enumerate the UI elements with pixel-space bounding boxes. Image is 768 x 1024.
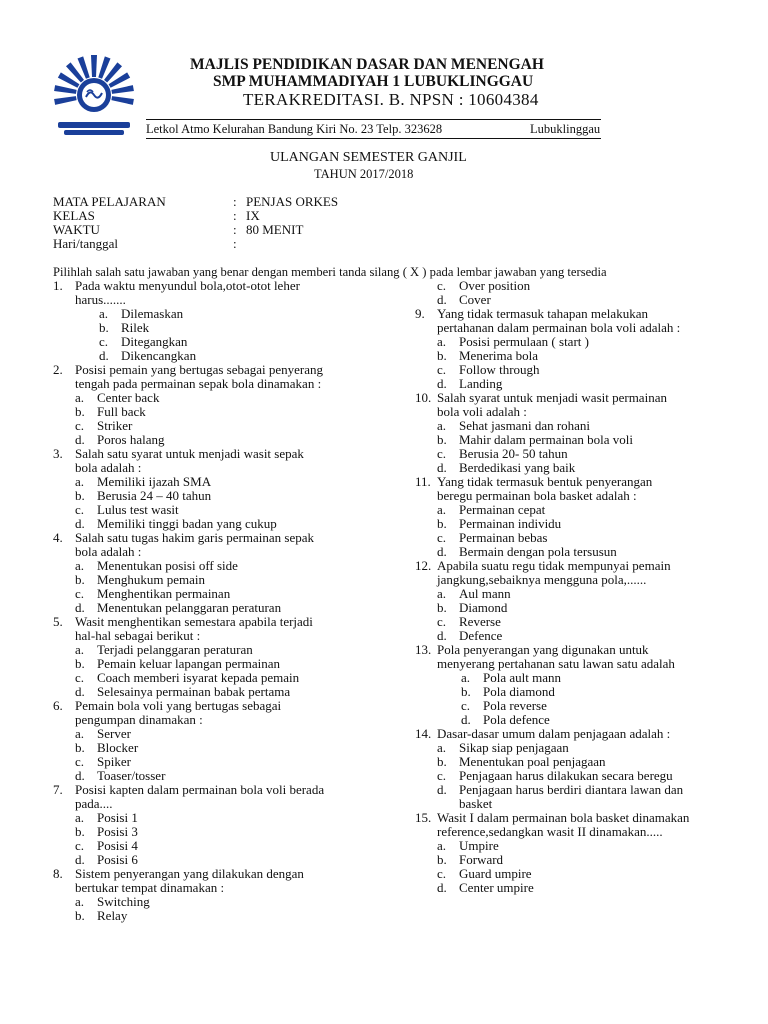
option-letter: c. bbox=[75, 418, 85, 433]
exam-year: TAHUN 2017/2018 bbox=[314, 167, 414, 181]
option-text: Sehat jasmani dan rohani bbox=[459, 418, 591, 433]
option-text: Cover bbox=[459, 292, 491, 307]
option-letter: c. bbox=[437, 362, 447, 377]
question-number: 12. bbox=[415, 558, 432, 573]
option-text: Landing bbox=[459, 376, 503, 391]
option-letter: c. bbox=[437, 446, 447, 461]
option-text: Pemain keluar lapangan permainan bbox=[97, 656, 281, 671]
option-text: Berdedikasi yang baik bbox=[459, 460, 576, 475]
option-text: Over position bbox=[459, 278, 531, 293]
option-letter: c. bbox=[75, 838, 85, 853]
option-text: Posisi 6 bbox=[97, 852, 138, 867]
option-text: Umpire bbox=[459, 838, 499, 853]
option-letter: b. bbox=[75, 404, 85, 419]
option-text: Pola diamond bbox=[483, 684, 555, 699]
option-letter: c. bbox=[75, 502, 85, 517]
option-text: Lulus test wasit bbox=[97, 502, 179, 517]
option-text: Posisi 1 bbox=[97, 810, 138, 825]
option-text: Bermain dengan pola tersusun bbox=[459, 544, 617, 559]
info-label: KELAS bbox=[53, 208, 95, 223]
option-text: Center back bbox=[97, 390, 160, 405]
option-text: Spiker bbox=[97, 754, 131, 769]
option-text: Permainan cepat bbox=[459, 502, 546, 517]
question-number: 9. bbox=[415, 306, 425, 321]
info-label: MATA PELAJARAN bbox=[53, 194, 166, 209]
option-letter: b. bbox=[75, 656, 85, 671]
header-rule-bottom bbox=[146, 138, 601, 139]
option-letter: b. bbox=[75, 824, 85, 839]
question-number: 7. bbox=[53, 782, 63, 797]
question-text: bola voli adalah : bbox=[437, 404, 527, 419]
option-letter: a. bbox=[437, 586, 447, 601]
option-continuation: basket bbox=[459, 796, 493, 811]
question-number: 15. bbox=[415, 810, 432, 825]
question-text: Sistem penyerangan yang dilakukan dengan bbox=[75, 866, 304, 881]
option-text: Toaser/tosser bbox=[97, 768, 166, 783]
option-letter: c. bbox=[437, 614, 447, 629]
question-number: 14. bbox=[415, 726, 432, 741]
option-text: Dilemaskan bbox=[121, 306, 184, 321]
question-text: Pada waktu menyundul bola,otot-otot leher bbox=[75, 278, 300, 293]
question-text: pertahanan dalam permainan bola voli adalah : bbox=[437, 320, 681, 335]
option-text: Menentukan posisi off side bbox=[97, 558, 238, 573]
question-text: reference,sedangkan wasit II dinamakan..... bbox=[437, 824, 663, 839]
question-number: 11. bbox=[415, 474, 431, 489]
question-text: Salah satu syarat untuk menjadi wasit sepak bbox=[75, 446, 304, 461]
question-text: Dasar-dasar umum dalam penjagaan adalah : bbox=[437, 726, 671, 741]
exam-title: ULANGAN SEMESTER GANJIL bbox=[270, 150, 467, 165]
option-text: Guard umpire bbox=[459, 866, 532, 881]
option-text: Permainan individu bbox=[459, 516, 562, 531]
option-text: Penjagaan harus dilakukan secara beregu bbox=[459, 768, 673, 783]
option-letter: d. bbox=[75, 432, 85, 447]
option-letter: d. bbox=[75, 684, 85, 699]
question-text: harus....... bbox=[75, 292, 126, 307]
option-text: Berusia 24 – 40 tahun bbox=[97, 488, 212, 503]
option-letter: d. bbox=[437, 628, 447, 643]
info-sep: : bbox=[233, 194, 237, 209]
info-sep: : bbox=[233, 222, 237, 237]
option-letter: b. bbox=[75, 488, 85, 503]
question-text: menyerang pertahanan satu lawan satu adalah bbox=[437, 656, 675, 671]
option-letter: d. bbox=[461, 712, 471, 727]
option-text: Poros halang bbox=[97, 432, 165, 447]
option-text: Ditegangkan bbox=[121, 334, 188, 349]
option-letter: c. bbox=[437, 530, 447, 545]
option-letter: b. bbox=[99, 320, 109, 335]
option-letter: a. bbox=[75, 810, 85, 825]
option-text: Permainan bebas bbox=[459, 530, 548, 545]
option-letter: b. bbox=[437, 432, 447, 447]
option-text: Aul mann bbox=[459, 586, 511, 601]
question-text: Posisi pemain yang bertugas sebagai penyerang bbox=[75, 362, 324, 377]
option-text: Memiliki tinggi badan yang cukup bbox=[97, 516, 277, 531]
address-city: Lubuklinggau bbox=[530, 122, 601, 136]
question-text: Posisi kapten dalam permainan bola voli berada bbox=[75, 782, 325, 797]
option-text: Menentukan pelanggaran peraturan bbox=[97, 600, 282, 615]
question-text: Salah satu tugas hakim garis permainan sepak bbox=[75, 530, 314, 545]
option-letter: a. bbox=[75, 894, 85, 909]
option-letter: b. bbox=[437, 600, 447, 615]
option-text: Menentukan poal penjagaan bbox=[459, 754, 606, 769]
question-text: pada.... bbox=[75, 796, 113, 811]
question-text: Yang tidak termasuk tahapan melakukan bbox=[437, 306, 648, 321]
question-text: hal-hal sebagai berikut : bbox=[75, 628, 201, 643]
option-letter: a. bbox=[437, 740, 447, 755]
option-letter: a. bbox=[99, 306, 109, 321]
question-number: 8. bbox=[53, 866, 63, 881]
option-letter: b. bbox=[437, 852, 447, 867]
question-text: bola adalah : bbox=[75, 460, 142, 475]
option-letter: d. bbox=[437, 544, 447, 559]
question-text: pengumpan dinamakan : bbox=[75, 712, 203, 727]
address-main: Letkol Atmo Kelurahan Bandung Kiri No. 23 Telp. 323628 bbox=[146, 122, 443, 136]
option-letter: a. bbox=[75, 726, 85, 741]
option-text: Striker bbox=[97, 418, 133, 433]
option-text: Posisi 4 bbox=[97, 838, 138, 853]
option-text: Berusia 20- 50 tahun bbox=[459, 446, 568, 461]
option-text: Center umpire bbox=[459, 880, 534, 895]
option-letter: a. bbox=[437, 502, 447, 517]
option-letter: a. bbox=[75, 390, 85, 405]
question-number: 6. bbox=[53, 698, 63, 713]
option-letter: d. bbox=[437, 292, 447, 307]
option-text: Mahir dalam permainan bola voli bbox=[459, 432, 634, 447]
question-text: beregu permainan bola basket adalah : bbox=[437, 488, 637, 503]
info-sep: : bbox=[233, 236, 237, 251]
option-letter: d. bbox=[75, 600, 85, 615]
option-letter: c. bbox=[99, 334, 109, 349]
option-letter: c. bbox=[75, 586, 85, 601]
header-line-2: SMP MUHAMMADIYAH 1 LUBUKLINGGAU bbox=[213, 73, 534, 90]
option-text: Sikap siap penjagaan bbox=[459, 740, 569, 755]
question-number: 13. bbox=[415, 642, 432, 657]
option-text: Relay bbox=[97, 908, 128, 923]
option-letter: d. bbox=[75, 768, 85, 783]
option-letter: a. bbox=[437, 334, 447, 349]
option-text: Selesainya permainan babak pertama bbox=[97, 684, 291, 699]
option-letter: c. bbox=[75, 670, 85, 685]
question-text: Apabila suatu regu tidak mempunyai pemain bbox=[437, 558, 671, 573]
question-number: 3. bbox=[53, 446, 63, 461]
option-text: Menerima bola bbox=[459, 348, 539, 363]
option-text: Full back bbox=[97, 404, 146, 419]
option-text: Pola ault mann bbox=[483, 670, 561, 685]
question-number: 1. bbox=[53, 278, 63, 293]
header-rule-top bbox=[146, 119, 601, 120]
header-line-1: MAJLIS PENDIDIKAN DASAR DAN MENENGAH bbox=[190, 56, 544, 73]
option-text: Pola defence bbox=[483, 712, 550, 727]
option-letter: d. bbox=[75, 516, 85, 531]
option-letter: d. bbox=[437, 880, 447, 895]
option-letter: d. bbox=[99, 348, 109, 363]
option-letter: a. bbox=[461, 670, 471, 685]
option-letter: c. bbox=[75, 754, 85, 769]
option-text: Diamond bbox=[459, 600, 508, 615]
header-line-3: TERAKREDITASI. B. NPSN : 10604384 bbox=[243, 90, 539, 109]
info-label: Hari/tanggal bbox=[53, 236, 118, 251]
option-text: Forward bbox=[459, 852, 504, 867]
info-value: 80 MENIT bbox=[246, 222, 304, 237]
option-letter: d. bbox=[437, 460, 447, 475]
question-text: Pola penyerangan yang digunakan untuk bbox=[437, 642, 649, 657]
option-letter: a. bbox=[75, 474, 85, 489]
option-letter: c. bbox=[437, 278, 447, 293]
option-letter: d. bbox=[75, 852, 85, 867]
option-text: Dikencangkan bbox=[121, 348, 197, 363]
question-text: tengah pada permainan sepak bola dinamakan : bbox=[75, 376, 322, 391]
option-text: Penjagaan harus berdiri diantara lawan dan bbox=[459, 782, 684, 797]
option-letter: a. bbox=[75, 642, 85, 657]
option-letter: b. bbox=[461, 684, 471, 699]
question-text: Wasit menghentikan semestara apabila terjadi bbox=[75, 614, 313, 629]
option-text: Menghukum pemain bbox=[97, 572, 205, 587]
option-letter: b. bbox=[75, 572, 85, 587]
option-text: Blocker bbox=[97, 740, 139, 755]
option-text: Memiliki ijazah SMA bbox=[97, 474, 212, 489]
question-text: jangkung,sebaiknya mengguna pola,...... bbox=[437, 572, 647, 587]
option-text: Coach memberi isyarat kepada pemain bbox=[97, 670, 300, 685]
question-text: bertukar tempat dinamakan : bbox=[75, 880, 225, 895]
option-letter: a. bbox=[75, 558, 85, 573]
option-text: Rilek bbox=[121, 320, 150, 335]
info-value: PENJAS ORKES bbox=[246, 194, 339, 209]
option-text: Pola reverse bbox=[483, 698, 547, 713]
option-letter: c. bbox=[437, 866, 447, 881]
option-text: Posisi 3 bbox=[97, 824, 138, 839]
question-number: 2. bbox=[53, 362, 63, 377]
option-letter: b. bbox=[437, 516, 447, 531]
info-label: WAKTU bbox=[53, 222, 100, 237]
info-value: IX bbox=[246, 208, 260, 223]
muhammadiyah-logo bbox=[38, 50, 150, 140]
question-number: 5. bbox=[53, 614, 63, 629]
question-text: Yang tidak termasuk bentuk penyerangan bbox=[437, 474, 653, 489]
option-letter: a. bbox=[437, 838, 447, 853]
option-text: Menghentikan permainan bbox=[97, 586, 231, 601]
question-text: Pemain bola voli yang bertugas sebagai bbox=[75, 698, 282, 713]
option-text: Defence bbox=[459, 628, 503, 643]
option-text: Posisi permulaan ( start ) bbox=[459, 334, 589, 349]
question-text: Wasit I dalam permainan bola basket dinamakan bbox=[437, 810, 690, 825]
option-letter: d. bbox=[437, 376, 447, 391]
question-number: 10. bbox=[415, 390, 432, 405]
question-text: bola adalah : bbox=[75, 544, 142, 559]
option-text: Follow through bbox=[459, 362, 540, 377]
option-letter: d. bbox=[437, 782, 447, 797]
question-text: Salah syarat untuk menjadi wasit permainan bbox=[437, 390, 667, 405]
option-text: Switching bbox=[97, 894, 150, 909]
option-text: Server bbox=[97, 726, 131, 741]
option-letter: c. bbox=[461, 698, 471, 713]
option-letter: b. bbox=[75, 740, 85, 755]
option-letter: b. bbox=[437, 348, 447, 363]
option-text: Reverse bbox=[459, 614, 501, 629]
question-number: 4. bbox=[53, 530, 63, 545]
option-letter: c. bbox=[437, 768, 447, 783]
instruction: Pilihlah salah satu jawaban yang benar dengan memberi tanda silang ( X ) pada lembar jawaban yang tersedia bbox=[53, 265, 607, 279]
option-letter: a. bbox=[437, 418, 447, 433]
option-text: Terjadi pelanggaran peraturan bbox=[97, 642, 253, 657]
option-letter: b. bbox=[437, 754, 447, 769]
option-letter: b. bbox=[75, 908, 85, 923]
info-sep: : bbox=[233, 208, 237, 223]
